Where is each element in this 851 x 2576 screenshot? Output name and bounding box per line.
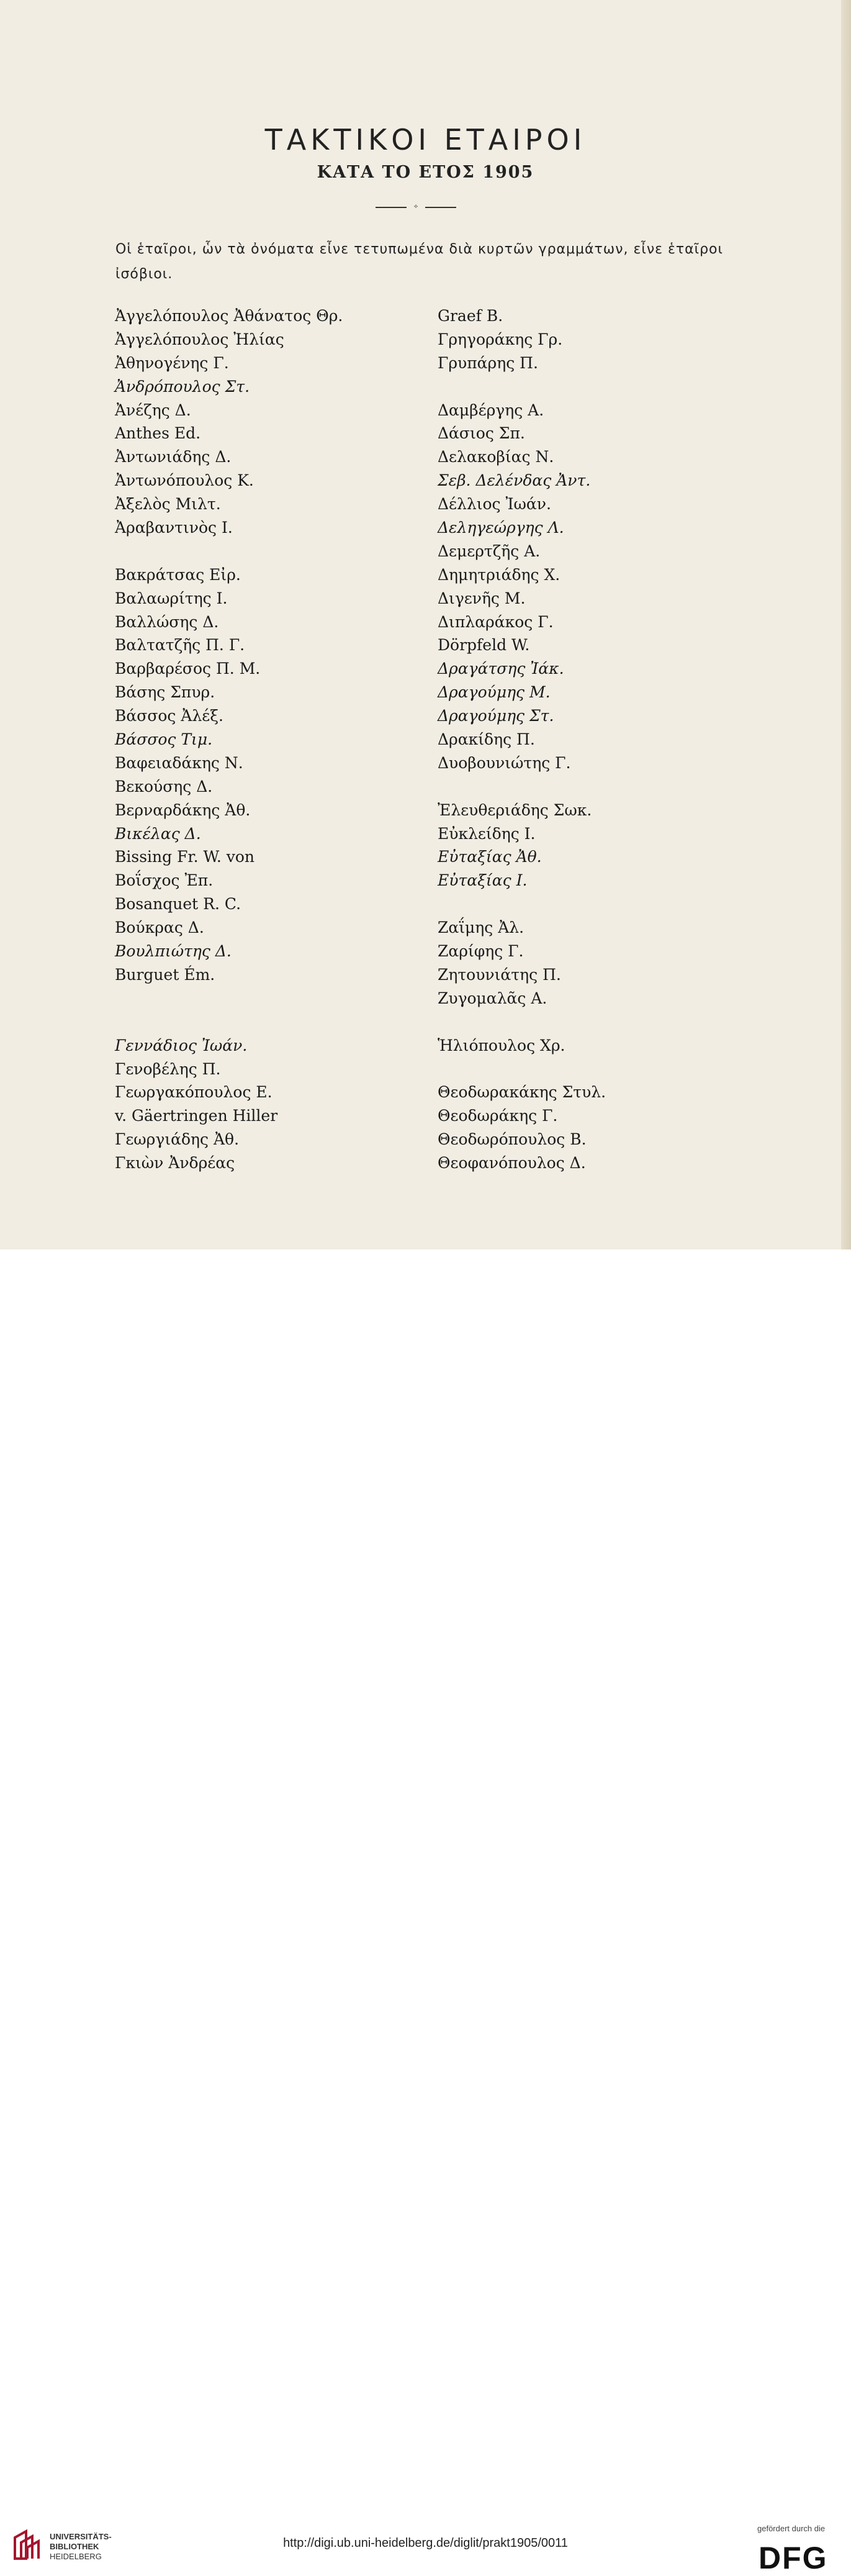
member-entry: Δημητριάδης Χ. (438, 565, 561, 584)
member-entry: Ἀξελὸς Μιλτ. (115, 495, 221, 514)
member-entry: Βικέλας Δ. (115, 824, 201, 843)
scanned-page (0, 0, 851, 1249)
list-spacer (115, 540, 413, 563)
member-list-left (115, 304, 413, 1175)
list-spacer (438, 775, 736, 799)
member-entry: Δελακοβίας Ν. (438, 448, 554, 466)
funding-note: gefördert durch die (757, 2524, 826, 2533)
member-entry: Γρυπάρης Π. (438, 353, 538, 372)
ornament-icon: ⟡ (407, 204, 425, 210)
member-entry: Δραγάτσης Ἰάκ. (438, 660, 564, 678)
member-entry: Burguet Ém. (115, 965, 215, 984)
member-entry: Εὐταξίας Ι. (438, 871, 528, 890)
member-entry: Βαλαωρίτης Ι. (115, 589, 228, 607)
member-entry: Θεοφανόπουλος Δ. (438, 1154, 586, 1172)
member-entry: Γκιὼν Ἀνδρέας (115, 1154, 235, 1172)
member-entry: Anthes Ed. (115, 424, 201, 443)
member-entry: Ἀνδρόπουλος Στ. (115, 377, 250, 396)
member-entry: Bosanquet R. C. (115, 895, 241, 914)
member-entry: Δέλλιος Ἰωάν. (438, 495, 551, 514)
intro-paragraph: Οἱ ἑταῖροι, ὧν τὰ ὀνόματα εἶνε τετυπωμένα διὰ κυρτῶν γραμμάτων, εἶνε ἑταῖροι ἰσόβιοι. (115, 242, 723, 282)
library-name-line1: UNIVERSITÄTS- (50, 2532, 112, 2541)
list-spacer (438, 1010, 736, 1034)
member-entry: Ζητουνιάτης Π. (438, 965, 561, 984)
dfg-logo[interactable]: DFG (759, 2541, 828, 2575)
member-entry: Δεμερτζῆς Α. (438, 542, 541, 560)
viewer-footer (0, 1249, 851, 2575)
library-name-line2: BIBLIOTHEK (50, 2542, 99, 2551)
member-entry: Δραγούμης Στ. (438, 707, 554, 725)
member-entry: Γεννάδιος Ἰωάν. (115, 1036, 248, 1054)
member-entry: Βαρβαρέσος Π. Μ. (115, 660, 261, 678)
member-entry: Δάσιος Σπ. (438, 424, 525, 443)
member-entry: Βερναρδάκης Ἀθ. (115, 800, 251, 819)
member-entry: Γενοβέλης Π. (115, 1059, 221, 1078)
member-entry: Bissing Fr. W. von (115, 848, 255, 866)
member-entry: Βάσσος Τιμ. (115, 730, 213, 749)
member-entry: Βαφειαδάκης Ν. (115, 753, 243, 772)
member-entry: v. Gäertringen Hiller (115, 1107, 278, 1125)
member-entry: Ἀνέζης Δ. (115, 401, 191, 419)
member-entry: Θεοδωρακάκης Στυλ. (438, 1083, 606, 1102)
member-entry: Σεβ. Δελένδας Ἀντ. (438, 471, 591, 490)
member-entry: Γεωργακόπουλος Ε. (115, 1083, 272, 1102)
member-entry: Εὐκλείδης Ι. (438, 824, 536, 843)
list-spacer (115, 987, 413, 1010)
source-url-link[interactable]: http://digi.ub.uni-heidelberg.de/diglit/prakt1905/0011 (283, 2536, 568, 2550)
member-entry: Ἀγγελόπουλος Ἠλίας (115, 330, 284, 348)
page-title: ΤΑΚΤΙΚΟΙ ΕΤΑΙΡΟΙ (264, 123, 587, 156)
member-entry: Βάσης Σπυρ. (115, 683, 215, 702)
member-entry: Ἡλιόπουλος Χρ. (438, 1036, 565, 1054)
member-entry: Ζαΐμης Ἀλ. (438, 918, 525, 937)
member-entry: Θεοδωρόπουλος Β. (438, 1130, 587, 1149)
list-spacer (438, 375, 736, 399)
member-entry: Δαμβέργης Α. (438, 401, 544, 419)
member-entry: Διγενῆς Μ. (438, 589, 526, 607)
member-entry: Δραγούμης Μ. (438, 683, 551, 702)
member-entry: Γρηγοράκης Γρ. (438, 330, 563, 348)
member-entry: Βάσσος Ἀλέξ. (115, 707, 223, 725)
member-entry: Βούκρας Δ. (115, 918, 204, 937)
page-subtitle: ΚΑΤΑ ΤΟ ΕΤΟΣ 1905 (317, 163, 534, 182)
member-entry: Ἀντωνόπουλος Κ. (115, 471, 254, 490)
member-entry: Ζαρίφης Γ. (438, 942, 524, 961)
member-entry: Dörpfeld W. (438, 636, 530, 655)
member-entry: Δρακίδης Π. (438, 730, 535, 749)
member-entry: Βοΐσχος Ἐπ. (115, 871, 214, 890)
member-entry: Βαλλώσης Δ. (115, 612, 219, 631)
member-entry: Βαλτατζῆς Π. Γ. (115, 636, 245, 655)
member-list-right (438, 304, 736, 1175)
member-entry: Ἀντωνιάδης Δ. (115, 448, 232, 466)
member-entry: Βακράτσας Εἰρ. (115, 565, 241, 584)
member-entry: Εὐταξίας Ἀθ. (438, 848, 542, 866)
member-entry: Δεληγεώργης Λ. (438, 519, 564, 537)
member-entry: Ἀγγελόπουλος Ἀθάνατος Θρ. (115, 307, 343, 325)
list-spacer (115, 1010, 413, 1034)
list-spacer (438, 892, 736, 916)
member-entry: Βουλπιώτης Δ. (115, 942, 232, 961)
member-entry: Δυοβουνιώτης Γ. (438, 753, 571, 772)
member-entry: Βεκούσης Δ. (115, 777, 213, 796)
member-entry: Ἐλευθεριάδης Σωκ. (438, 800, 592, 819)
library-name-line3: HEIDELBERG (50, 2552, 102, 2561)
page-edge (841, 0, 851, 1249)
member-entry: Διπλαράκος Γ. (438, 612, 554, 631)
member-entry: Ἀθηνογένης Γ. (115, 353, 229, 372)
member-entry: Ἀραβαντινὸς Ι. (115, 519, 233, 537)
list-spacer (438, 1058, 736, 1081)
member-entry: Γεωργιάδης Ἀθ. (115, 1130, 240, 1149)
member-entry: Θεοδωράκης Γ. (438, 1107, 558, 1125)
member-entry: Ζυγομαλᾶς Α. (438, 989, 547, 1007)
member-entry: Graef B. (438, 307, 503, 325)
